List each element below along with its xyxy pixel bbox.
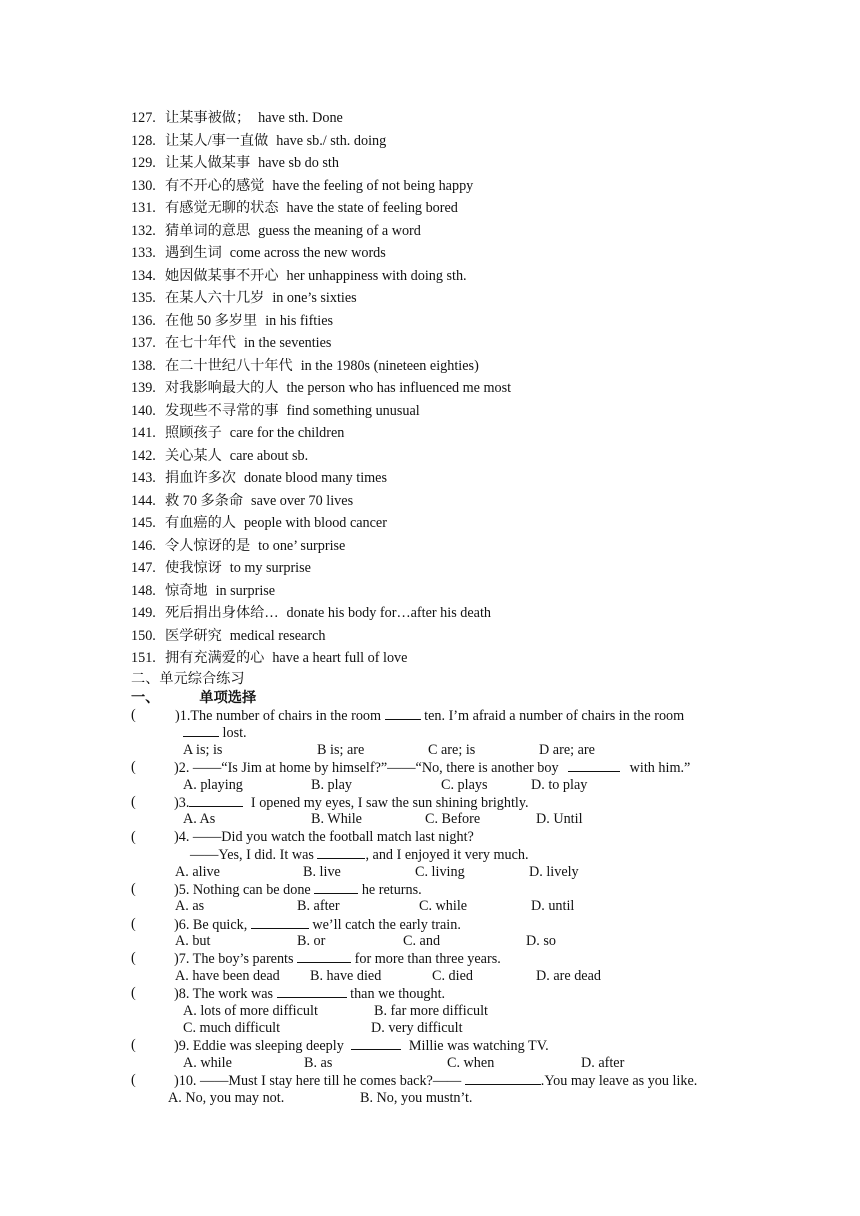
vocab-chinese: 让某人/事一直做 — [165, 132, 269, 149]
vocab-english: save over 70 lives — [251, 492, 354, 509]
vocab-chinese: 她因做某事不开心 — [165, 267, 279, 284]
question-9-options — [131, 1055, 741, 1072]
vocab-number: 136. — [131, 312, 156, 329]
vocab-item — [131, 647, 751, 670]
vocab-chinese: 死后捐出身体给… — [165, 605, 279, 621]
vocab-chinese: 捐血许多次 — [165, 470, 236, 486]
vocab-number: 132. — [131, 222, 156, 239]
section-title: 二、单元综合练习 — [131, 671, 245, 687]
option-a: A. lots of more difficult — [183, 1002, 318, 1019]
option-a: A. alive — [175, 863, 220, 880]
vocab-number: 149. — [131, 605, 156, 621]
question-8 — [131, 985, 741, 1002]
option-a: A. as — [175, 898, 205, 915]
question-text: )6. Be quick, — [174, 916, 248, 933]
answer-paren: ( — [131, 759, 136, 776]
question-4-continued — [131, 846, 741, 863]
option-c: C. while — [419, 898, 468, 915]
vocab-english: have the feeling of not being happy — [272, 177, 474, 194]
question-text: than we thought. — [350, 986, 446, 1003]
answer-blank — [251, 916, 309, 929]
question-text: ten. I’m afraid a number of chairs in the room — [424, 708, 685, 724]
answer-blank — [314, 881, 358, 894]
question-text: .You may leave as you like. — [540, 1073, 698, 1090]
vocab-english: people with blood cancer — [243, 515, 387, 531]
vocab-item — [131, 625, 751, 648]
question-10 — [131, 1072, 741, 1089]
question-text: for more than three years. — [354, 951, 501, 968]
vocab-item — [131, 400, 751, 423]
vocab-number: 135. — [131, 290, 156, 306]
option-d: D. after — [581, 1054, 625, 1071]
vocab-english: to one’ surprise — [258, 537, 346, 554]
vocab-item — [131, 580, 751, 603]
vocab-item — [131, 332, 751, 355]
answer-blank — [465, 1072, 541, 1085]
vocab-number: 143. — [131, 470, 156, 486]
option-d: D. are dead — [536, 967, 601, 984]
option-d: D. so — [526, 933, 556, 950]
vocab-english: her unhappiness with doing sth. — [286, 267, 467, 284]
option-c: C are; is — [428, 741, 476, 758]
vocab-item — [131, 107, 751, 130]
option-b: B. have died — [310, 967, 382, 984]
vocab-number: 128. — [131, 132, 156, 149]
vocab-chinese: 有血癌的人 — [165, 515, 236, 531]
vocab-chinese: 惊奇地 — [165, 582, 208, 599]
question-text: )4. ——Did you watch the football match last night? — [174, 828, 474, 845]
question-10-options — [131, 1090, 741, 1107]
vocab-chinese: 拥有充满爱的心 — [165, 650, 265, 666]
vocab-item — [131, 130, 751, 153]
option-c: C. living — [415, 863, 465, 880]
answer-paren: ( — [131, 828, 136, 845]
answer-blank — [568, 759, 620, 772]
question-7-options — [131, 968, 741, 985]
vocab-english: the person who has influenced me most — [286, 380, 512, 396]
question-3 — [131, 794, 741, 811]
question-5-options — [131, 898, 741, 915]
vocab-number: 141. — [131, 425, 156, 441]
vocab-item — [131, 512, 751, 535]
question-1-continued — [131, 724, 741, 741]
question-1-options — [131, 742, 741, 759]
question-text: )10. ——Must I stay here till he comes back?—— — [174, 1073, 462, 1090]
option-c: C. plays — [441, 776, 488, 793]
answer-blank — [277, 985, 347, 998]
vocab-english: in his fifties — [265, 312, 334, 329]
option-c: C. when — [447, 1054, 495, 1071]
option-a: A is; is — [183, 741, 223, 758]
vocab-item — [131, 535, 751, 558]
vocab-english: guess the meaning of a word — [258, 222, 421, 239]
vocab-chinese: 有不开心的感觉 — [165, 177, 265, 194]
question-3-options — [131, 811, 741, 828]
question-text: ——Yes, I did. It was — [190, 847, 314, 864]
vocab-english: in the 1980s (nineteen eighties) — [300, 357, 479, 374]
vocab-item — [131, 467, 751, 490]
option-b: B. far more difficult — [374, 1002, 488, 1019]
question-1 — [131, 707, 741, 724]
answer-paren: ( — [131, 707, 136, 723]
vocab-number: 134. — [131, 267, 156, 284]
vocab-number: 129. — [131, 155, 156, 171]
sub-title — [131, 688, 256, 708]
vocab-chinese: 让某人做某事 — [165, 155, 251, 171]
vocab-item — [131, 242, 751, 265]
vocab-chinese: 关心某人 — [165, 447, 222, 464]
vocab-number: 137. — [131, 335, 156, 351]
vocab-english: in surprise — [215, 582, 276, 599]
option-b: B. No, you mustn’t. — [360, 1089, 473, 1106]
option-a: A. but — [175, 933, 211, 950]
vocab-item — [131, 175, 751, 198]
vocab-number: 138. — [131, 357, 156, 374]
answer-paren: ( — [131, 985, 136, 1002]
question-text: I opened my eyes, I saw the sun shining brightly. — [250, 794, 529, 811]
question-text: )1.The number of chairs in the room — [175, 708, 382, 724]
answer-blank — [351, 1037, 401, 1050]
option-c: C. Before — [425, 811, 481, 828]
vocab-chinese: 救 70 多条命 — [165, 492, 244, 509]
vocab-number: 144. — [131, 492, 156, 509]
question-text: lost. — [222, 725, 247, 742]
question-5 — [131, 881, 741, 898]
vocab-english: to my surprise — [229, 560, 311, 576]
vocab-list — [131, 107, 751, 670]
vocab-number: 127. — [131, 110, 156, 126]
vocab-chinese: 遇到生词 — [165, 245, 222, 261]
vocab-number: 140. — [131, 402, 156, 419]
vocab-item — [131, 422, 751, 445]
vocab-item — [131, 310, 751, 333]
option-a: A. No, you may not. — [168, 1089, 285, 1106]
answer-paren: ( — [131, 1037, 136, 1054]
option-c: C. and — [403, 933, 441, 950]
option-d: D are; are — [539, 741, 595, 758]
vocab-number: 145. — [131, 515, 156, 531]
vocab-number: 142. — [131, 447, 156, 464]
question-7 — [131, 950, 741, 967]
answer-blank — [385, 707, 421, 720]
option-c: C. died — [432, 967, 473, 984]
vocab-item — [131, 287, 751, 310]
vocab-english: in the seventies — [243, 335, 332, 351]
option-b: B. after — [297, 898, 340, 915]
option-d: D. Until — [536, 811, 583, 828]
option-b: B. While — [311, 811, 362, 828]
vocab-chinese: 使我惊讶 — [165, 560, 222, 576]
vocab-number: 133. — [131, 245, 156, 261]
question-text: )2. ——“Is Jim at home by himself?”——“No, there is another boy — [174, 760, 559, 777]
vocab-chinese: 照顾孩子 — [165, 425, 222, 441]
vocab-number: 150. — [131, 627, 156, 644]
option-a: A. have been dead — [175, 967, 280, 984]
vocab-english: donate blood many times — [243, 470, 387, 486]
option-d: D. very difficult — [371, 1020, 463, 1037]
vocab-number: 130. — [131, 177, 156, 194]
question-8-options-2 — [131, 1020, 741, 1037]
vocab-chinese: 对我影响最大的人 — [165, 380, 279, 396]
vocab-chinese: 在某人六十几岁 — [165, 290, 265, 306]
vocab-chinese: 让某事被做； — [165, 110, 251, 126]
answer-paren: ( — [131, 793, 136, 810]
vocab-item — [131, 490, 751, 513]
vocab-english: in one’s sixties — [272, 290, 357, 306]
vocab-number: 147. — [131, 560, 156, 576]
question-2-options — [131, 777, 741, 794]
vocab-item — [131, 265, 751, 288]
question-text: he returns. — [361, 881, 422, 898]
option-d: D. lively — [529, 863, 579, 880]
vocab-number: 131. — [131, 200, 156, 216]
vocab-chinese: 猜单词的意思 — [165, 222, 251, 239]
answer-paren: ( — [131, 880, 136, 897]
vocab-english: find something unusual — [286, 402, 420, 419]
question-8-options — [131, 1003, 741, 1020]
question-6 — [131, 916, 741, 933]
option-b: B. live — [303, 863, 341, 880]
vocab-number: 148. — [131, 582, 156, 599]
option-d: D. until — [531, 898, 575, 915]
vocab-english: donate his body for…after his death — [286, 605, 491, 621]
vocab-chinese: 发现些不寻常的事 — [165, 402, 279, 419]
answer-blank — [183, 724, 219, 737]
vocab-english: have sb./ sth. doing — [276, 132, 387, 149]
vocab-english: have sth. Done — [258, 110, 343, 126]
question-text: with him.” — [629, 760, 691, 777]
vocab-chinese: 在二十世纪八十年代 — [165, 357, 293, 374]
vocab-item — [131, 377, 751, 400]
option-b: B. as — [304, 1054, 333, 1071]
question-4-options — [131, 864, 741, 881]
answer-blank — [297, 950, 351, 963]
question-9 — [131, 1037, 741, 1054]
question-text: )8. The work was — [174, 986, 274, 1003]
vocab-item — [131, 602, 751, 625]
vocab-chinese: 有感觉无聊的状态 — [165, 200, 279, 216]
vocab-number: 146. — [131, 537, 156, 554]
answer-paren: ( — [131, 950, 136, 967]
option-c: C. much difficult — [183, 1020, 281, 1037]
answer-paren: ( — [131, 1072, 136, 1089]
quiz — [131, 707, 741, 1107]
answer-blank — [189, 794, 243, 807]
vocab-chinese: 在七十年代 — [165, 335, 236, 351]
vocab-english: have a heart full of love — [272, 650, 408, 666]
vocab-item — [131, 197, 751, 220]
vocab-chinese: 医学研究 — [165, 627, 222, 644]
question-4 — [131, 829, 741, 846]
question-6-options — [131, 933, 741, 950]
sub-title-number: 一、 — [131, 690, 160, 706]
question-text: )5. Nothing can be done — [174, 881, 311, 898]
answer-paren: ( — [131, 915, 136, 932]
question-text: )3. — [174, 794, 190, 811]
sub-title-text: 单项选择 — [199, 690, 257, 706]
option-d: D. to play — [531, 776, 588, 793]
option-b: B. play — [311, 776, 352, 793]
vocab-item — [131, 355, 751, 378]
vocab-item — [131, 557, 751, 580]
vocab-number: 151. — [131, 650, 156, 666]
vocab-number: 139. — [131, 380, 156, 396]
vocab-english: care about sb. — [229, 447, 309, 464]
vocab-english: have the state of feeling bored — [286, 200, 458, 216]
vocab-chinese: 在他 50 多岁里 — [165, 312, 258, 329]
vocab-english: medical research — [229, 627, 326, 644]
question-2 — [131, 759, 741, 776]
vocab-english: come across the new words — [229, 245, 386, 261]
vocab-item — [131, 445, 751, 468]
option-b: B. or — [297, 933, 326, 950]
vocab-item — [131, 220, 751, 243]
option-a: A. playing — [183, 776, 243, 793]
option-a: A. As — [183, 811, 216, 828]
question-text: , and I enjoyed it very much. — [365, 847, 529, 864]
vocab-english: care for the children — [229, 425, 345, 441]
vocab-item — [131, 152, 751, 175]
option-b: B is; are — [317, 741, 365, 758]
question-text: we’ll catch the early train. — [312, 916, 461, 933]
question-text: Millie was watching TV. — [408, 1038, 549, 1055]
vocab-english: have sb do sth — [258, 155, 339, 171]
option-a: A. while — [183, 1054, 232, 1071]
question-text: )7. The boy’s parents — [174, 951, 294, 968]
answer-blank — [317, 846, 365, 859]
vocab-chinese: 令人惊讶的是 — [165, 537, 251, 554]
question-text: )9. Eddie was sleeping deeply — [174, 1038, 344, 1055]
